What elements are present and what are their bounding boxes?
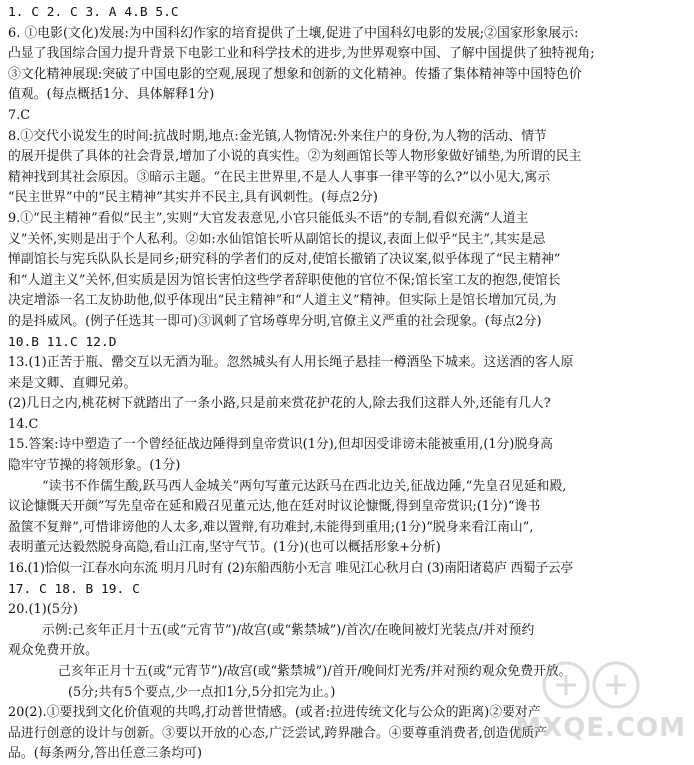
answer-6-line-2: 凸显了我国综合国力提升背景下电影工业和科学技术的进步,为世界观察中国、了解中国提供了独特视角; bbox=[8, 46, 595, 62]
answer-20-1-scoring: (5分;共有5个要点,少一点扣1分,5分扣完为止。) bbox=[68, 684, 336, 700]
answer-14: 14.C bbox=[8, 416, 39, 432]
answer-9-line-5: 决定增添一名工友协助他,似乎体现出“民主精神”和“人道主义”精神。但实际上是馆长增加冗员,为 bbox=[8, 293, 557, 309]
answer-8-line-2: 的展开提供了具体的社会背景,增加了小说的真实性。②为刻画馆长等人物形象做好铺垫,为所谓的民主 bbox=[8, 149, 582, 165]
answer-13-line-1: 13.(1)正苦于瓶、罍交互以无酒为耻。忽然城头有人用长绳子悬挂一樽酒坠下城来。这送酒的客人原 bbox=[8, 355, 574, 371]
answer-20-2-line-3: 品。(每条两分,答出任意三条均可) bbox=[8, 746, 203, 762]
answer-15-line-1: 15.答案:诗中塑造了一个曾经征战边陲得到皇帝赏识(1分),但却因受诽谤未能被重用,(1分)脱身高 bbox=[8, 437, 553, 453]
watermark-text: MXQE.COM bbox=[515, 713, 686, 743]
answers-10-12: 10.B 11.C 12.D bbox=[8, 334, 117, 350]
answers-17-19: 17. C 18. B 19. C bbox=[8, 581, 140, 597]
answer-6-line-4: 值观。(每点概括1分、具体解释1分) bbox=[8, 87, 215, 103]
answer-16: 16.(1)恰似一江春水向东流 明月几时有 (2)东船西舫小无言 唯见江心秋月白 (3)南阳诸葛庐 西蜀子云亭 bbox=[8, 561, 573, 577]
answer-6-line-1: 6. ①电影(文化)发展:为中国科幻作家的培育提供了土壤,促进了中国科幻电影的发展;②国家形象展示: bbox=[8, 25, 579, 41]
answer-15-line-6: 表明董元达毅然脱身高隐,看山江南,坚守气节。(1分)(也可以概括形象+分析) bbox=[8, 540, 441, 556]
answer-20-1-heading: 20.(1)(5分) bbox=[8, 602, 78, 618]
answer-13-line-3: (2)几日之内,桃花树下就踏出了一条小路,只是前来赏花护花的人,除去我们这群人外,还能有几人? bbox=[8, 396, 551, 412]
answer-20-1-alt: 己亥年正月十五(或“元宵节”)/故宫(或“紫禁城”)/首开/晚间灯光秀/并对预约观众免费开放。 bbox=[58, 664, 572, 679]
answer-8-line-4: “民主世界”中的“民主精神”其实并不民主,具有讽刺性。(每点2分) bbox=[8, 190, 378, 206]
answer-15-line-4: 议论慷慨天开颜”写先皇帝在延和殿召见董元达,他在廷对时议论慷慨,得到皇帝赏识;(1分)“谗书 bbox=[8, 499, 541, 515]
answer-8-line-1: 8.①交代小说发生的时间:抗战时期,地点:金光镇,人物情况:外来住户的身份,为人物的活动、情节 bbox=[8, 128, 547, 144]
answer-15-line-2: 隐牢守节操的将领形象。(1分) bbox=[8, 458, 181, 474]
answer-8-line-3: 精神找到其社会原因。③暗示主题。“在民主世界里,不是人人事事一律平等的么?”以小见大,寓示 bbox=[8, 169, 551, 185]
answer-9-line-2: 义”关怀,实则是出于个人私利。②如:水仙馆馆长听从副馆长的提议,表面上似乎“民主”,其实是忌 bbox=[8, 231, 546, 247]
answer-15-line-3: “读书不作儒生酸,跃马西人金城关”两句写董元达跃马在西北边关,征战边陲,“先皇召见延和殿, bbox=[42, 478, 567, 494]
answer-13-line-2: 来是文卿、直卿兄弟。 bbox=[8, 375, 137, 391]
answers-1-5: 1. C 2. C 3. A 4.B 5.C bbox=[8, 5, 179, 20]
answer-7: 7.C bbox=[8, 107, 31, 123]
answer-9-line-4: 和“人道主义”关怀,但实质是因为馆长害怕这些学者辞职使他的官位不保;馆长室工友的抱怨,使馆长 bbox=[8, 272, 561, 288]
answer-6-line-3: ③文化精神展现:突破了中国电影的空观,展现了想象和创新的文化精神。传播了集体精神等中国特色价 bbox=[8, 66, 582, 82]
answer-9-line-6: 的是抖威风。(例子任选其一即可)③讽刺了官场尊卑分明,官僚主义严重的社会现象。(每点2分) bbox=[8, 313, 542, 329]
answer-20-2-line-2: 品进行创意的设计与创新。③要以开放的心态,广泛尝试,跨界融合。④要尊重消费者,创造优质产 bbox=[8, 725, 548, 741]
answer-20-1-example: 示例:己亥年正月十五(或“元宵节”)/故宫(或“紫禁城”)/首次/在晚间被灯光装点/并对预约 bbox=[42, 622, 535, 638]
answer-20-1-example-cont: 观众免费开放。 bbox=[8, 643, 98, 659]
answer-9-line-3: 惮副馆长与宪兵队队长是同乡;研究科的学者们的反对,使馆长撤销了决议案,似乎体现了“民主精神” bbox=[8, 252, 561, 268]
answer-9-line-1: 9.①“民主精神”看似“民主”,实则“大官发表意见,小官只能低头不语”的专制,看似充满“人道主 bbox=[8, 210, 529, 226]
answer-15-line-5: 盈箧不复辩”,可惜诽谤他的人太多,难以置辩,有功难封,未能得到重用;(1分)“脱身来看江南山”, bbox=[8, 519, 534, 535]
answer-20-2-line-1: 20(2).①要找到文化价值观的共鸣,打动普世情感。(或者:拉进传统文化与公众的距离)②要对产 bbox=[8, 705, 541, 721]
